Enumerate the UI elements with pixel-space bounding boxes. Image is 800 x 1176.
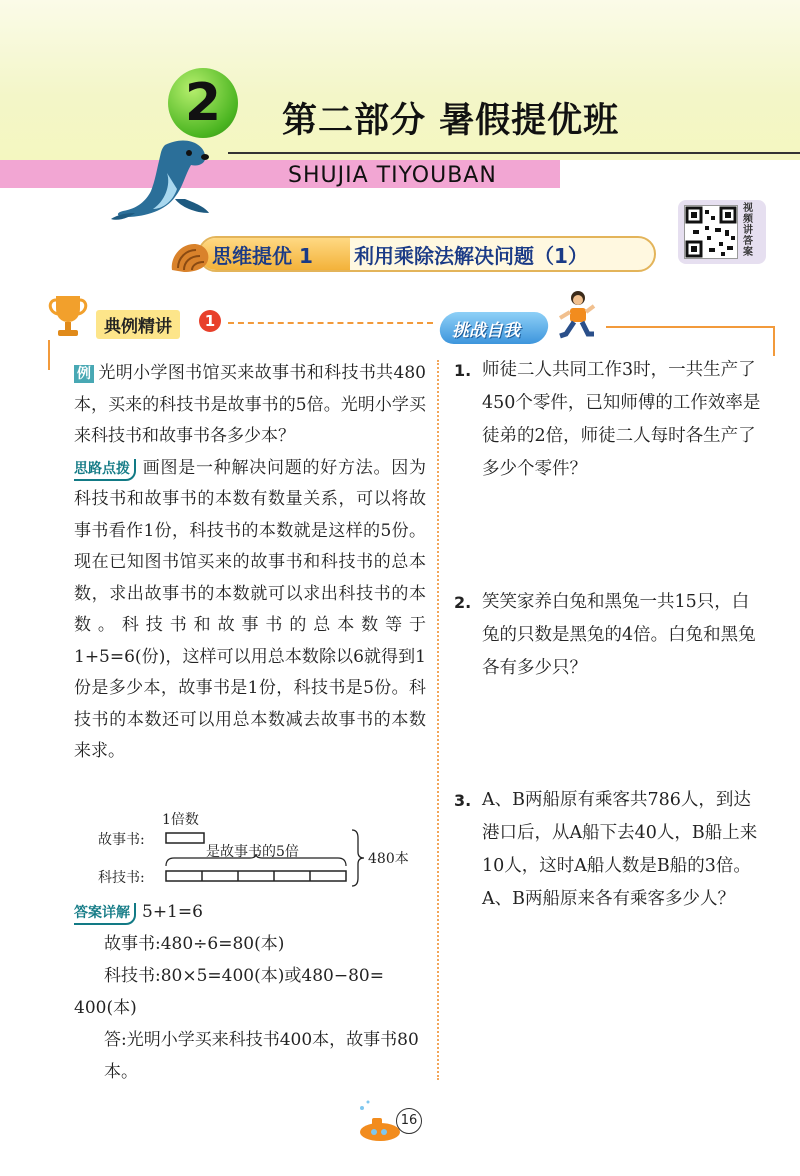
question-text: 师徒二人共同工作3时，一共生产了450个零件，已知师傅的工作效率是徒弟的2倍，师徒二人每时各生产了多少个零件？ xyxy=(482,360,761,479)
hint-tag: 思路点拨 xyxy=(74,459,136,481)
answer-line-3a: 科技书:80×5=400(本)或480−80= xyxy=(104,966,384,986)
right-bracket-rule xyxy=(773,326,775,356)
example-problem xyxy=(74,358,426,453)
header-divider xyxy=(228,152,800,154)
qr-label: 视频讲答案 xyxy=(743,203,753,258)
diagram-total: 480本 xyxy=(368,851,409,867)
section-tag: 思维提优 1 xyxy=(212,244,313,268)
example-heading-rule xyxy=(228,322,433,324)
diagram-science-bar xyxy=(166,871,346,881)
diagram-row2-label: 科技书: xyxy=(98,870,145,886)
hint-text: 画图是一种解决问题的好方法。因为科技书和故事书的本数有数量关系，可以将故事书看作1份，科技书的本数就是这样的5份。现在已知图书馆买来的故事书和科技书的总本数，求出故事书的本数就可以求出科技书的本数。科技书和故事书的总本数等于1+5=6(份)，这样可以用总本数除以6就得到1份是多少本，故事书是1份，科技书是5份。科技书的本数还可以用总本数减去故事书的本数来求。 xyxy=(74,457,426,761)
page-subtitle: SHUJIA TIYOUBAN xyxy=(288,163,497,188)
example-number: 1 xyxy=(199,310,221,332)
challenge-heading-rule xyxy=(606,326,774,328)
line-segment-diagram xyxy=(74,810,426,900)
answer-line-3b: 400(本) xyxy=(74,998,137,1018)
question-number: 1. xyxy=(454,361,472,380)
answer-line-4: 答:光明小学买来科技书400本，故事书80本。 xyxy=(104,1030,419,1082)
shell-icon xyxy=(168,240,212,274)
example-tag: 例 xyxy=(74,365,94,383)
answer-line-2: 故事书:480÷6=80(本) xyxy=(104,934,285,954)
example-hint xyxy=(74,453,426,768)
qr-code-icon[interactable] xyxy=(684,205,738,259)
seal-mascot-icon xyxy=(105,135,225,225)
example-body xyxy=(74,358,426,768)
answer-section xyxy=(74,896,426,1088)
diagram-one-unit-label: 1倍数 xyxy=(162,812,199,828)
part-number-badge xyxy=(168,68,238,138)
question-text: A、B两船原有乘客共786人，到达港口后，从A船下去40人，B船上来10人，这时A船人数是B船的3倍。A、B两船原来各有乘客多少人？ xyxy=(482,790,758,909)
challenge-question-2 xyxy=(454,586,766,685)
column-divider xyxy=(437,360,439,1080)
qr-code-panel[interactable] xyxy=(678,200,766,264)
question-number: 3. xyxy=(454,791,472,810)
part-number: 2 xyxy=(184,73,222,133)
diagram-story-bar xyxy=(166,833,204,843)
section-topic: 利用乘除法解决问题（1） xyxy=(354,244,588,268)
challenge-question-3 xyxy=(454,784,766,916)
question-text: 笑笑家养白兔和黑兔一共15只，白兔的只数是黑兔的4倍。白兔和黑兔各有多少只？ xyxy=(482,592,756,678)
diagram-brace-label: 是故事书的5倍 xyxy=(206,844,299,860)
page-title: 第二部分 暑假提优班 xyxy=(282,101,620,141)
page-number: 16 xyxy=(396,1108,422,1134)
trophy-icon xyxy=(44,292,92,338)
diagram-row1-label: 故事书: xyxy=(98,832,145,848)
diagram-right-brace xyxy=(352,830,364,886)
question-number: 2. xyxy=(454,593,472,612)
left-bracket-rule xyxy=(48,340,50,370)
runner-boy-icon xyxy=(550,290,600,342)
example-problem-text: 光明小学图书馆买来故事书和科技书共480本，买来的科技书是故事书的5倍。光明小学买来科技书和故事书各多少本？ xyxy=(74,363,426,446)
challenge-heading: 挑战自我 xyxy=(452,321,520,341)
answer-tag: 答案详解 xyxy=(74,903,136,925)
answer-line-1: 答案详解 5+1=6 xyxy=(74,896,426,928)
example-heading: 典例精讲 xyxy=(96,310,180,339)
challenge-question-1 xyxy=(454,354,766,486)
